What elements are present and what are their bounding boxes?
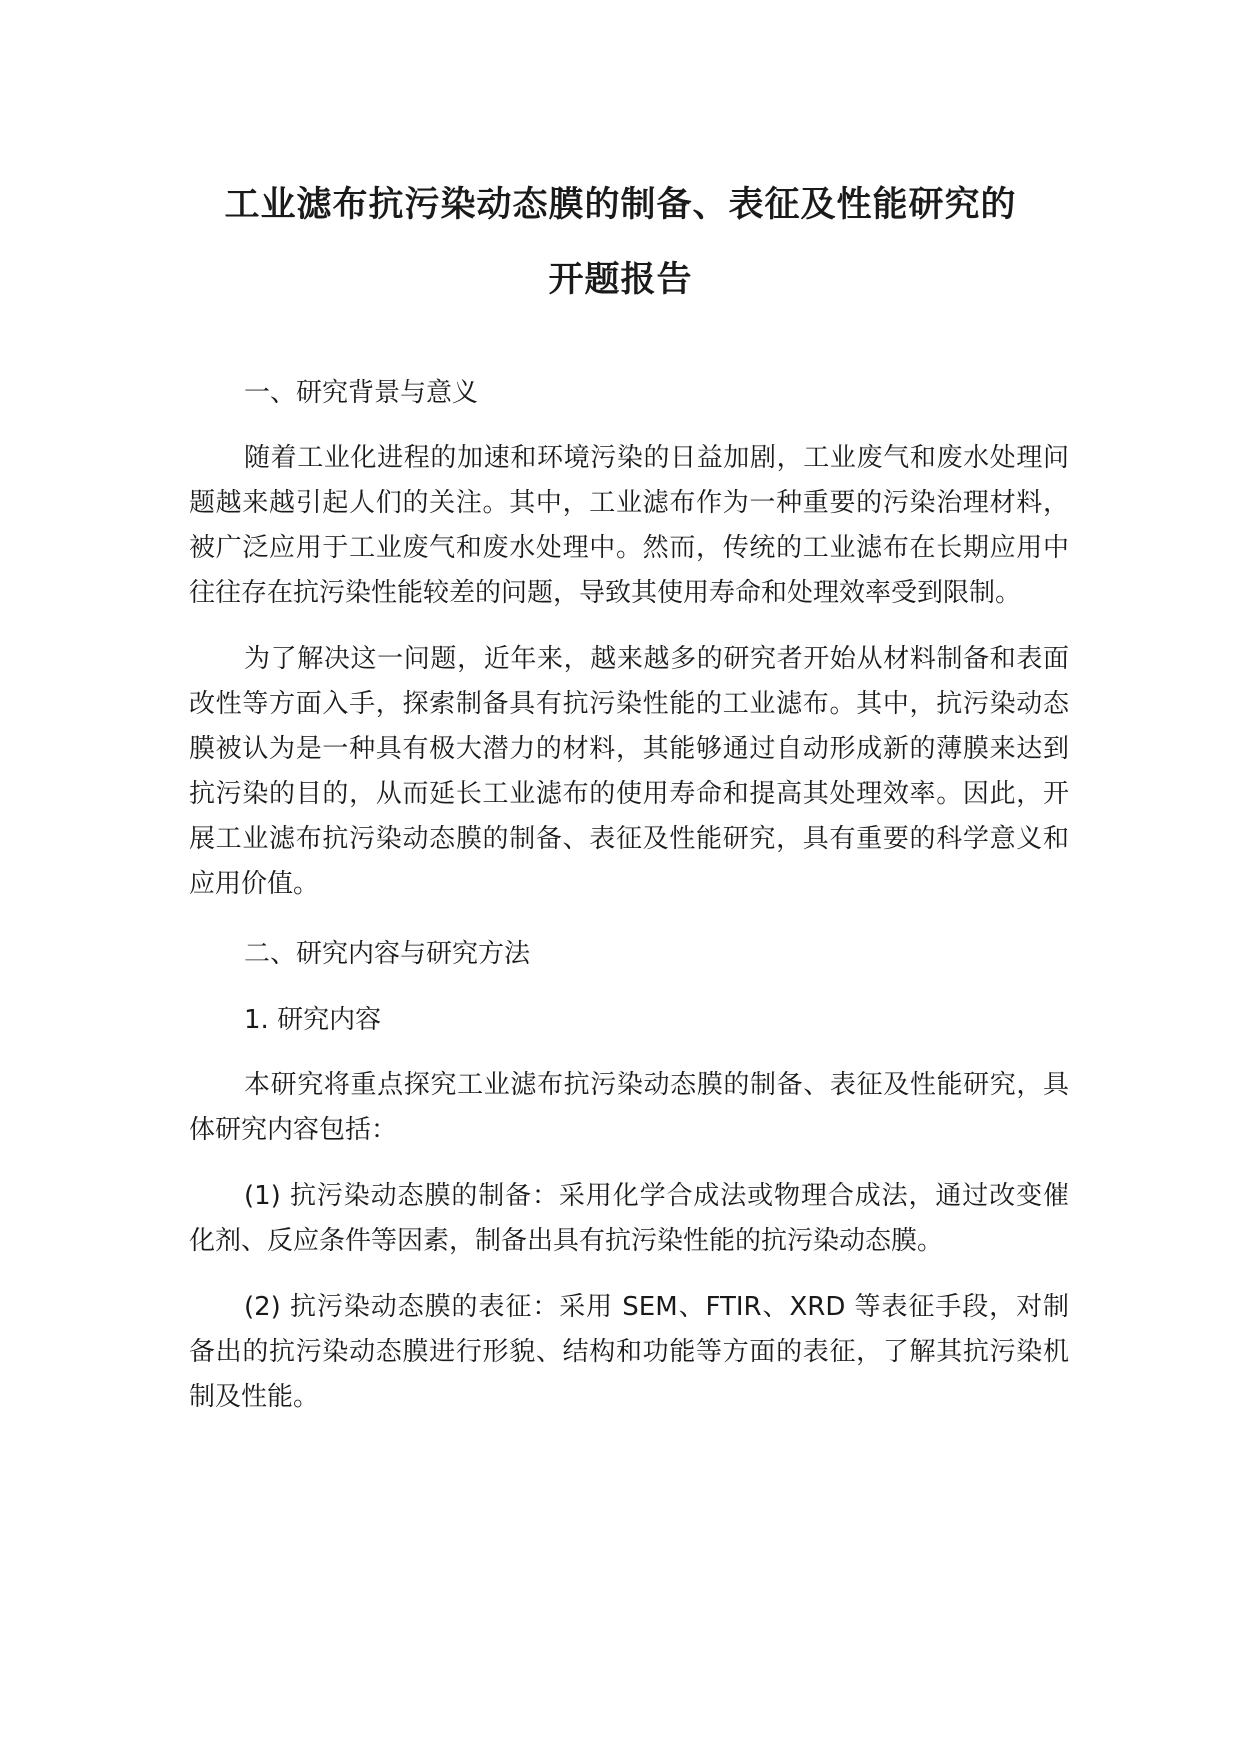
document-body xyxy=(189,378,1069,1441)
list-item-preparation: (1) 抗污染动态膜的制备：采用化学合成法或物理合成法，通过改变催化剂、反应条件等因素，制备出具有抗污染性能的抗污染动态膜。 xyxy=(189,1181,1069,1256)
title-line-2: 开题报告 xyxy=(548,260,693,300)
paragraph-content-intro: 本研究将重点探究工业滤布抗污染动态膜的制备、表征及性能研究，具体研究内容包括： xyxy=(189,1070,1069,1145)
title-line-1: 工业滤布抗污染动态膜的制备、表征及性能研究的 xyxy=(224,185,1017,225)
list-item-characterization: (2) 抗污染动态膜的表征：采用 SEM、FTIR、XRD 等表征手段，对制备出的抗污染动态膜进行形貌、结构和功能等方面的表征，了解其抗污染机制及性能。 xyxy=(189,1292,1069,1412)
section-heading-content-method: 二、研究内容与研究方法 xyxy=(244,939,531,969)
document-title xyxy=(160,168,1081,318)
subsection-heading-content: 1. 研究内容 xyxy=(244,1005,382,1035)
paragraph-background-1: 随着工业化进程的加速和环境污染的日益加剧，工业废气和废水处理问题越来越引起人们的关注。其中，工业滤布作为一种重要的污染治理材料，被广泛应用于工业废气和废水处理中。然而，传统的工业滤布在长期应用中往往存在抗污染性能较差的问题，导致其使用寿命和处理效率受到限制。 xyxy=(189,443,1069,608)
paragraph-background-2: 为了解决这一问题，近年来，越来越多的研究者开始从材料制备和表面改性等方面入手，探索制备具有抗污染性能的工业滤布。其中，抗污染动态膜被认为是一种具有极大潜力的材料，其能够通过自动形成新的薄膜来达到抗污染的目的，从而延长工业滤布的使用寿命和提高其处理效率。因此，开展工业滤布抗污染动态膜的制备、表征及性能研究，具有重要的科学意义和应用价值。 xyxy=(189,644,1069,899)
section-heading-background: 一、研究背景与意义 xyxy=(244,378,479,408)
